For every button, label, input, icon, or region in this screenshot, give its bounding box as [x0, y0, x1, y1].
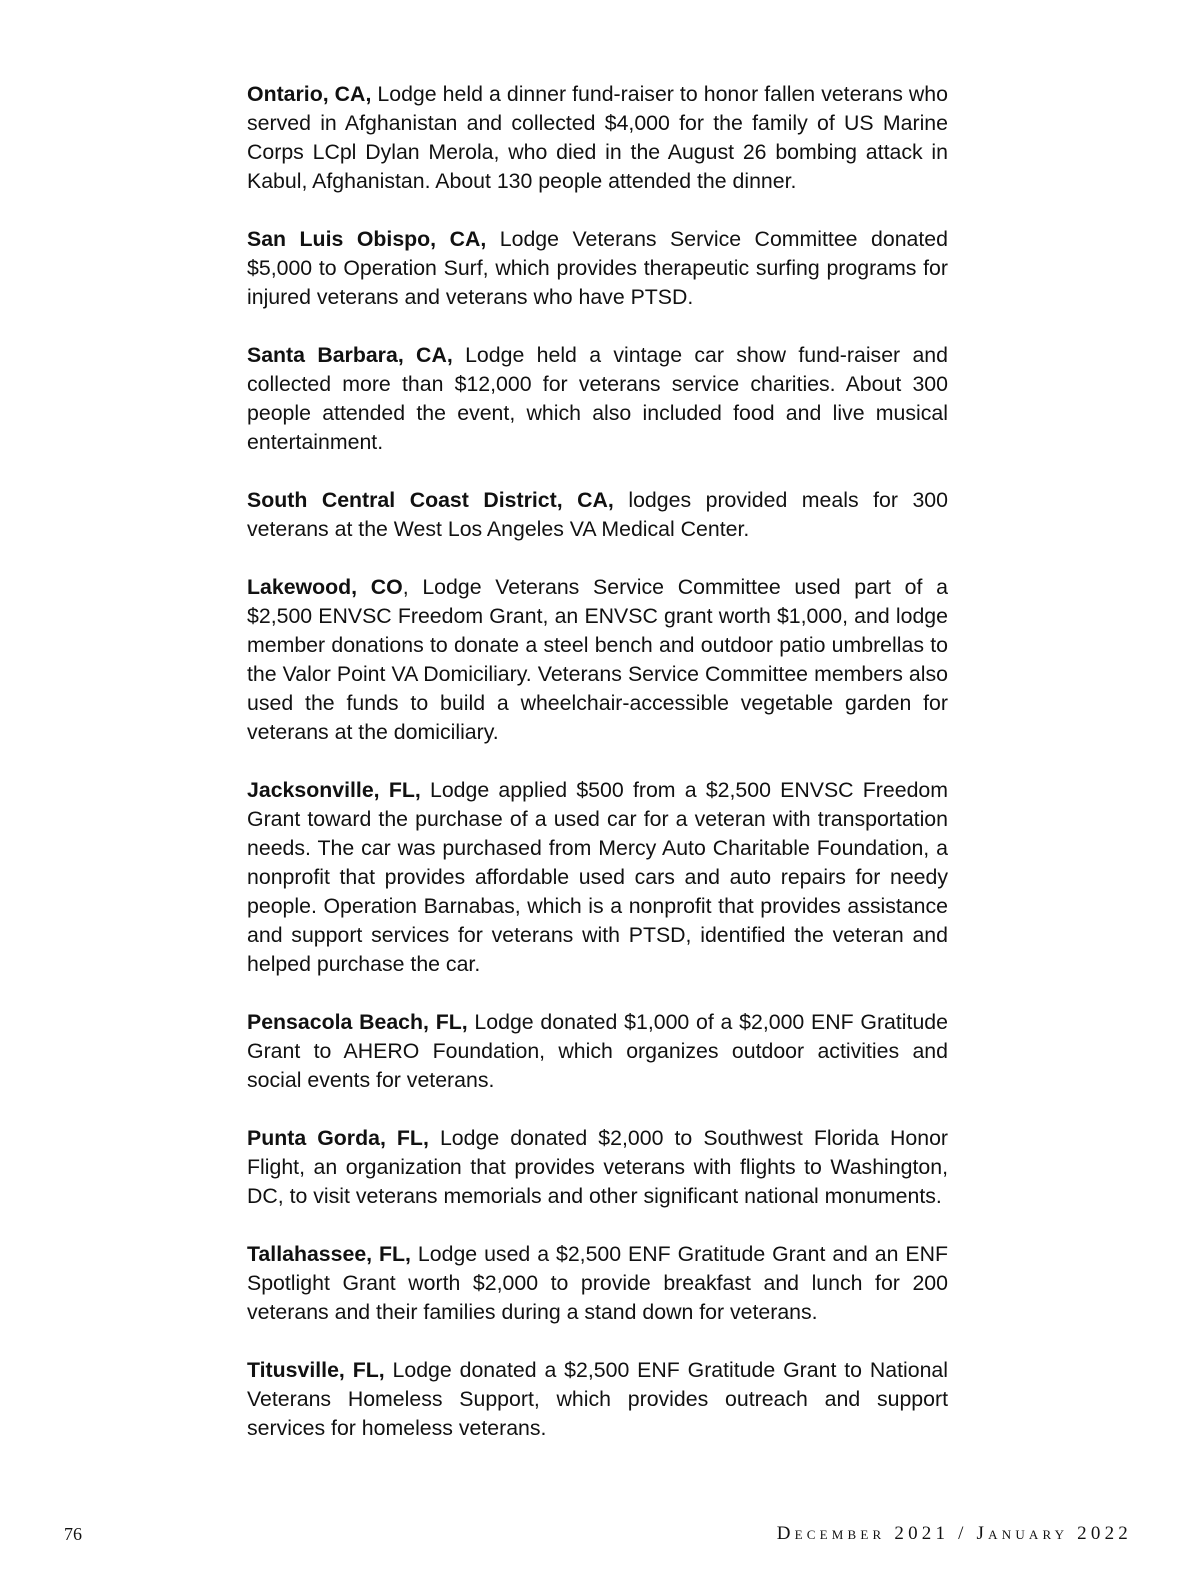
- entry-location: Lakewood, CO: [247, 575, 403, 599]
- entry-titusville: [247, 1356, 948, 1443]
- entry-text: , Lodge Veterans Service Committee used part of a $2,500 ENVSC Freedom Grant, an ENVSC grant worth $1,000, and lodge member donations to donate a steel bench and outdoor patio umbrellas to the Valor Point VA Domiciliary. Veterans Service Committee members also used the funds to build a wheelchair-accessible vegetable garden for veterans at the domiciliary.: [247, 575, 948, 744]
- entry-location: Jacksonville, FL,: [247, 778, 421, 802]
- entry-location: San Luis Obispo, CA,: [247, 227, 487, 251]
- entry-pensacola-beach: [247, 1008, 948, 1095]
- entry-location: Tallahassee, FL,: [247, 1242, 411, 1266]
- entry-location: Titusville, FL,: [247, 1358, 385, 1382]
- page-number: 76: [64, 1524, 82, 1544]
- entry-text: lodges provided meals for 300 veterans at the West Los Angeles VA Medical Center.: [247, 488, 948, 541]
- article-column: [247, 80, 948, 1472]
- issue-date: December 2021 / January 2022: [776, 1523, 1132, 1544]
- entry-lakewood: [247, 573, 948, 747]
- entry-text: Lodge donated $1,000 of a $2,000 ENF Gratitude Grant to AHERO Foundation, which organizes outdoor activities and social events for veterans.: [247, 1010, 948, 1092]
- entry-tallahassee: [247, 1240, 948, 1327]
- entry-text: Lodge used a $2,500 ENF Gratitude Grant and an ENF Spotlight Grant worth $2,000 to provide breakfast and lunch for 200 veterans and their families during a stand down for veterans.: [247, 1242, 949, 1324]
- entry-text: Lodge held a dinner fund-raiser to honor fallen veterans who served in Afghanistan and collected $4,000 for the family of US Marine Corps LCpl Dylan Merola, who died in the August 26 bombing attack in Kabul, Afghanistan. About 130 people attended the dinner.: [247, 82, 948, 193]
- entry-san-luis-obispo: [247, 225, 948, 312]
- entry-south-central-coast: [247, 486, 948, 544]
- entry-text: Lodge donated $2,000 to Southwest Florida Honor Flight, an organization that provides veterans with flights to Washington, DC, to visit veterans memorials and other significant national monuments.: [247, 1126, 949, 1208]
- entry-location: South Central Coast District, CA,: [247, 488, 614, 512]
- entry-text: Lodge applied $500 from a $2,500 ENVSC Freedom Grant toward the purchase of a used car for a veteran with transportation needs. The car was purchased from Mercy Auto Charitable Foundation, a nonprofit that provides affordable used cars and auto repairs for needy people. Operation Barnabas, which is a nonprofit that provides assistance and support services for veterans with PTSD, identified the veteran and helped purchase the car.: [247, 778, 948, 976]
- entry-location: Santa Barbara, CA,: [247, 343, 453, 367]
- entry-text: Lodge held a vintage car show fund-raiser and collected more than $12,000 for veterans service charities. About 300 people attended the event, which also included food and live musical entertainment.: [247, 343, 948, 454]
- entry-location: Pensacola Beach, FL,: [247, 1010, 468, 1034]
- entry-text: Lodge donated a $2,500 ENF Gratitude Grant to National Veterans Homeless Support, which provides outreach and support services for homeless veterans.: [247, 1358, 949, 1440]
- entry-location: Punta Gorda, FL,: [247, 1126, 429, 1150]
- entry-santa-barbara: [247, 341, 948, 457]
- entry-location: Ontario, CA,: [247, 82, 372, 106]
- entry-jacksonville: [247, 776, 948, 979]
- entry-punta-gorda: [247, 1124, 948, 1211]
- entry-ontario: [247, 80, 948, 196]
- entry-text: Lodge Veterans Service Committee donated $5,000 to Operation Surf, which provides therapeutic surfing programs for injured veterans and veterans who have PTSD.: [247, 227, 948, 309]
